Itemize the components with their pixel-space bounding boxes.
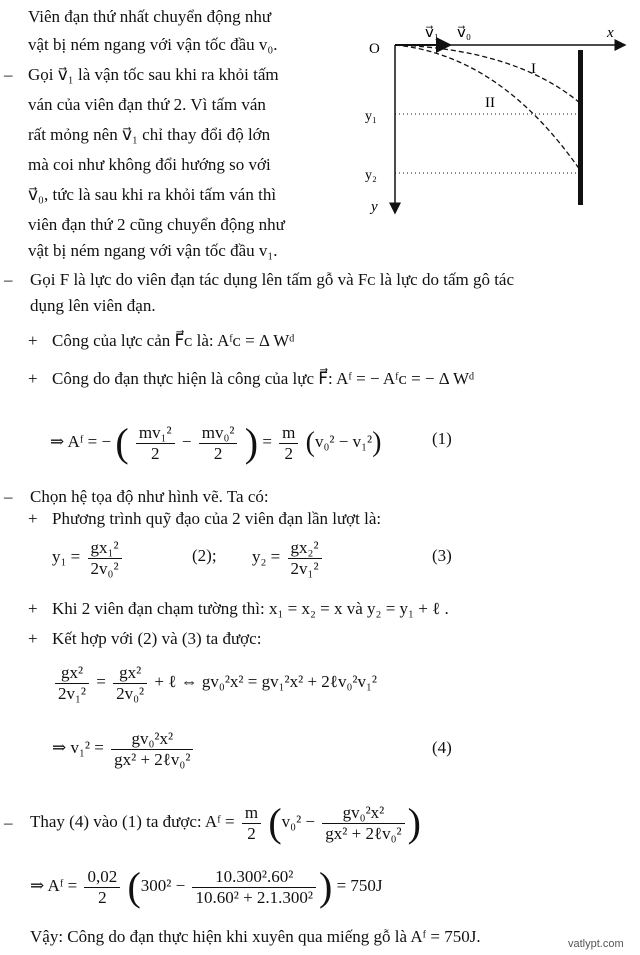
bullet-plus: + [28, 629, 38, 648]
origin-label: O [369, 41, 380, 57]
combine-line: Kết hợp với (2) và (3) ta được: [52, 629, 262, 648]
intro-line-6: mà coi như không đổi hướng so với [28, 155, 271, 174]
hit-line: Khi 2 viên đạn chạm tường thì: x₁ = x₂ = x và y₂ = y₁ + ℓ . [52, 599, 449, 618]
conclusion-line: Vậy: Công do đạn thực hiện khi xuyên qua miếng gỗ là Aᶠ = 750J. [30, 927, 481, 946]
work-resist-line: Công của lực cản F⃗ᴄ là: Aᶠᴄ = Δ Wᵈ [52, 331, 295, 350]
eq1-tag: (1) [432, 429, 452, 448]
bullet-plus: + [28, 331, 38, 350]
bullet-dash: – [4, 65, 13, 84]
traj-line: Phương trình quỹ đạo của 2 viên đạn lần lượt là: [52, 509, 382, 528]
y-axis-label: y [371, 199, 378, 215]
eq4-tag: (4) [432, 738, 452, 757]
intro-line-9: vật bị ném ngang với vận tốc đầu v₁. [28, 241, 278, 260]
bullet-dash: – [4, 813, 13, 832]
bullet-dash: – [4, 270, 13, 289]
intro-line-1: Viên đạn thứ nhất chuyển động như [28, 7, 272, 26]
coords-line-1: Chọn hệ tọa độ như hình vẽ. Ta có: [30, 487, 269, 506]
eq1-rhs: v₀² − v₁² [314, 432, 373, 451]
y2-label: y₂ [365, 168, 377, 183]
watermark: vatlypt.com [568, 938, 624, 950]
eq1-frac-2: $\frac{\text{mv₀²}}{2}$ [199, 423, 238, 464]
intro-line-3: Gọi v⃗₁ là vận tốc sau khi ra khỏi tấm [28, 65, 279, 84]
eq3-tag: (3) [432, 546, 452, 565]
eq1-lhs: ⇒ Aᶠ = − [50, 432, 112, 451]
eq1-frac-3: $\frac{m}{2}$ [279, 423, 298, 464]
force-line-2: dụng lên viên đạn. [30, 296, 156, 315]
substitution-line: Thay (4) vào (1) ta được: Aᶠ = $\frac{m}{2}$ (v₀² − $\frac{\text{gv₀²x²}}{\text{gx² + 2ℓv₀²}}$ ) [30, 800, 421, 846]
bullet-plus: + [28, 599, 38, 618]
equation-4: ⇒ v₁² = $\frac{\text{gv₀²x²}}{\text{gx² + 2ℓv₀²}}$ [52, 726, 196, 770]
work-bullet-line: Công do đạn thực hiện là công của lực F⃗: Aᶠ = − Aᶠᴄ = − Δ Wᵈ [52, 369, 475, 388]
trajectory-diagram [355, 15, 630, 220]
y1-label: y₁ [365, 109, 377, 124]
equation-combined: $\frac{\text{gx²}}{\text{2v₁²}}$ = $\frac{\text{gx²}}{\text{2v₀²}}$ + ℓ ⇔ gv₀²x² = gv₁²x² + 2ℓv₀²v₁² [52, 660, 377, 704]
intro-line-2: vật bị ném ngang với vận tốc đầu v₀. [28, 35, 278, 54]
intro-line-5: rất mỏng nên v⃗₁ chỉ thay đổi độ lớn [28, 125, 271, 144]
equation-3: y₂ = $\frac{\text{gx₂²}}{\text{2v₁²}}$ [252, 535, 325, 579]
equation-2: y₁ = $\frac{\text{gx₁²}}{\text{2v₀²}}$ [52, 535, 125, 579]
bullet-dash: – [4, 487, 13, 506]
intro-line-8: viên đạn thứ 2 cũng chuyển động như [28, 215, 285, 234]
calculation-line: ⇒ Aᶠ = $\frac{0,02}{2}$ (300² − $\frac{\text{10.300².60²}}{\text{10.60² + 2.1.300²}}$ ) = 750J [30, 864, 383, 910]
bullet-plus: + [28, 369, 38, 388]
wall [578, 50, 583, 205]
intro-line-7: v⃗₀, tức là sau khi ra khỏi tấm ván thì [28, 185, 277, 204]
bullet-plus: + [28, 509, 38, 528]
intro-line-4: ván của viên đạn thứ 2. Vì tấm ván [28, 95, 266, 114]
force-line-1: Gọi F là lực do viên đạn tác dụng lên tấm gỗ và Fᴄ là lực do tấm gô tác [30, 270, 515, 289]
curve-2-label: II [485, 95, 495, 111]
eq2-tag: (2); [192, 546, 217, 565]
curve-1-label: I [531, 61, 536, 77]
x-axis-label: x [607, 25, 614, 41]
v1-label: v⃗₁ [425, 25, 440, 41]
equation-1: ⇒ Aᶠ = − ( $\frac{\text{mv₁²}}{2}$ − $\frac{\text{mv₀²}}{2}$ ) = $\frac{m}{2}$ (v₀² − v₁²) [50, 420, 382, 466]
v0-label: v⃗₀ [457, 25, 472, 41]
eq1-frac-1: $\frac{\text{mv₁²}}{2}$ [136, 423, 175, 464]
